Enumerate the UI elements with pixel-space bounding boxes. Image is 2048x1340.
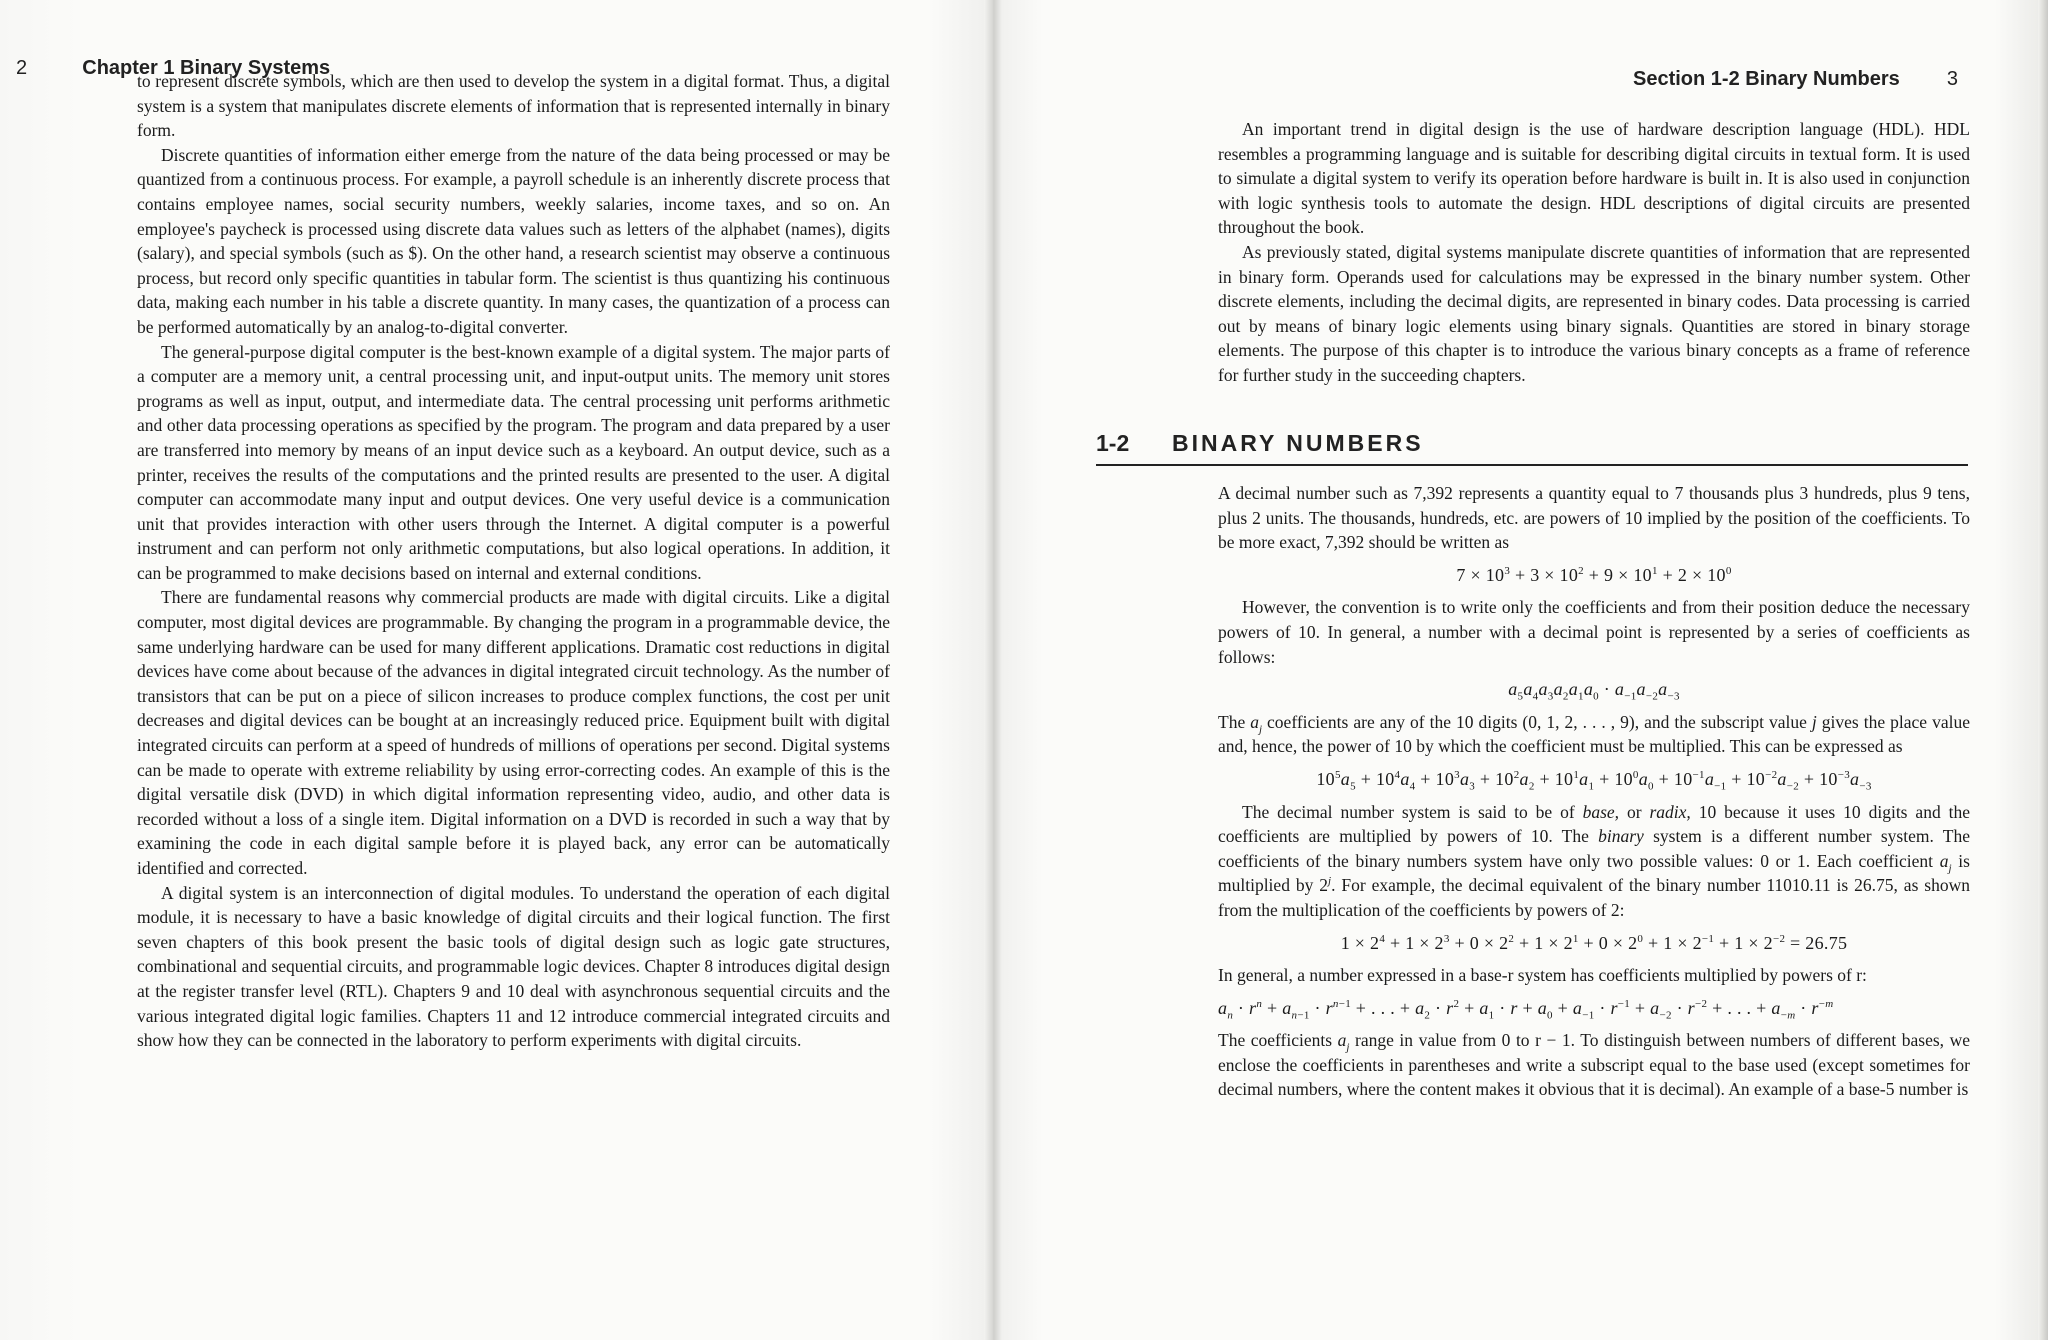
paragraph: A digital system is an interconnection of digital modules. To understand the operation of each digital module, it is necessary to have a basic knowledge of digital circuits and their logical function. The first seven chapters of this book present the basic tools of digital design such as logic gate structures, combinational and sequential circuits, and programmable logic devices. Chapter 8 introduces digital design at the register transfer level (RTL). Chapters 9 and 10 deal with asynchronous sequential circuits and the various integrated digital logic families. Chapters 11 and 12 introduce commercial integrated circuits and show how they can be connected in the laboratory to perform experiments with digital circuits.	[137, 882, 890, 1051]
paragraph: to represent discrete symbols, which are then used to develop the system in a digital format. Thus, a digital system is a system that manipulates discrete elements of information that is represented internally in binary form.	[137, 71, 890, 141]
section-title: BINARY NUMBERS	[1172, 430, 1424, 456]
right-running-head	[1633, 68, 1958, 91]
page-edge	[2038, 0, 2048, 1340]
left-page-number: 2	[16, 57, 28, 79]
section-number: 1-2	[1096, 430, 1130, 456]
paragraph: The general-purpose digital computer is the best-known example of a digital system. The major parts of a computer are a memory unit, a central processing unit, and input-output units. The memory unit stores programs as well as input, output, and intermediate data. The central processing unit performs arithmetic and other data processing operations as specified by the program. The program and data prepared by a user are transferred into memory by means of an input device such as a keyboard. An output device, such as a printer, receives the results of the computations and the printed results are presented to the user. A digital computer can accommodate many input and output devices. One very useful device is a communication unit that provides interaction with other users through the Internet. A digital computer is a powerful instrument and can perform not only arithmetic computations, but also logical operations. In addition, it can be programmed to make decisions based on internal and external conditions.	[137, 341, 890, 583]
equation-coefficients: $a_5a_4a_3a_2a_1a_0 \cdot a_{-1}a_{-2}a_{-3}$	[1508, 679, 1680, 703]
right-page-number: 3	[1946, 68, 1958, 90]
equation-binary-26-75: $1 \times 2^4 + 1 \times 2^3 + 0 \times 2^2 + 1 \times 2^1 + 0 \times 2^0 + 1 \times 2^{-1} + 1 \times 2^{-2} = 26.75$	[1340, 932, 1848, 953]
paragraph: There are fundamental reasons why commercial products are made with digital circuits. Like a digital computer, most digital devices are programmable. By changing the program in a programmable device, the same underlying hardware can be used for many different applications. Dramatic cost reductions in digital devices have come about because of the advances in digital integrated circuit technology. As the number of transistors that can be put on a piece of silicon increases to produce complex functions, the cost per unit decreases and digital devices can be bought at an increasingly reduced price. Equipment built with digital integrated circuits can perform at a speed of hundreds of millions of operations per second. Digital systems can be made to operate with extreme reliability by using error-correcting codes. An example of this is the digital versatile disk (DVD) in which digital information representing video, audio, and other data is recorded without a loss of a single item. Digital information on a DVD is recorded in such a way that by examining the code in each digital sample before it is played back, any error can be automatically identified and corrected.	[137, 587, 890, 878]
paragraph: Discrete quantities of information either emerge from the nature of the data being processed or may be quantized from a continuous process. For example, a payroll schedule is an inherently discrete process that contains employee names, social security numbers, weekly salaries, income taxes, and so on. An employee's paycheck is processed using discrete data values such as letters of the alphabet (names), digits (salary), and special symbols (such as $). On the other hand, a research scientist may observe a continuous process, but record only specific quantities in tabular form. The scientist is thus quantizing his continuous data, making each number in his table a discrete quantity. In many cases, the quantization of a process can be performed automatically by an analog-to-digital converter.	[137, 144, 890, 337]
right-section-text	[1218, 481, 1970, 1102]
paragraph: A decimal number such as 7,392 represents a quantity equal to 7 thousands plus 3 hundreds, plus 9 tens, plus 2 units. The thousands, hundreds, etc. are powers of 10 implied by the position of the coefficients. To be more exact, 7,392 should be written as	[1218, 483, 1970, 553]
equation-7392: $7 \times 10^3 + 3 \times 10^2 + 9 \times 10^1 + 2 \times 10^0$	[1456, 564, 1732, 585]
left-body-text	[137, 69, 890, 1053]
right-intro-text	[1218, 117, 1970, 388]
paragraph: As previously stated, digital systems manipulate discrete quantities of information that are represented in binary form. Operands used for calculations may be expressed in the binary number system. Other discrete elements, including the decimal digits, are represented in binary codes. Data processing is carried out by means of binary logic elements using binary signals. Quantities are stored in binary storage elements. The purpose of this chapter is to introduce the various binary concepts as a frame of reference for further study in the succeeding chapters.	[1218, 241, 1970, 385]
paragraph: The decimal number system is said to be of base, or radix, 10 because it uses 10 digits and the coefficients are multiplied by powers of 10. The binary system is a different number system. The coefficients of the binary numbers system have only two possible values: 0 or 1. Each coefficient $a_j$ is multiplied by 2$^j$. For example, the decimal equivalent of the binary number 11010.11 is 26.75, as shown from the multiplication of the coefficients by powers of 2:	[1218, 801, 1970, 920]
paragraph: The coefficients $a_j$ range in value from 0 to r − 1. To distinguish between numbers of different bases, we enclose the coefficients in parentheses and write a subscript equal to the base used (except sometimes for decimal numbers, where the content makes it obvious that it is decimal). An example of a base-5 number is	[1218, 1030, 1970, 1100]
paragraph: However, the convention is to write only the coefficients and from their position deduce the necessary powers of 10. In general, a number with a decimal point is represented by a series of coefficients as follows:	[1218, 597, 1970, 667]
paragraph: In general, a number expressed in a base-r system has coefficients multiplied by powers of r:	[1218, 965, 1867, 986]
equation-powers-of-ten: $10^5a_5 + 10^4a_4 + 10^3a_3 + 10^2a_2 + 10^1a_1 + 10^0a_0 + 10^{-1}a_{-1} + 10^{-2}a_{-2} + 10^{-3}a_{-3}$	[1316, 768, 1872, 793]
paragraph: An important trend in digital design is the use of hardware description language (HDL). HDL resembles a programming language and is suitable for describing digital circuits in textual form. It is used to simulate a digital system to verify its operation before hardware is built in. It is also used in conjunction with logic synthesis tools to automate the design. HDL descriptions of digital circuits are presented throughout the book.	[1218, 119, 1970, 238]
chapter-title: Chapter 1 Binary Systems	[82, 57, 331, 79]
equation-base-r: $a_n \cdot r^n + a_{n-1} \cdot r^{n-1}$ + . . . + $a_2 \cdot r^2 + a_1 \cdot r + a_0 + a_{-1} \cdot r^{-1} + a_{-2} \cdot r^{-2}$ + . . . + $a_{-m} \cdot r^{-m}$	[1218, 997, 1834, 1022]
book-gutter	[984, 0, 1002, 1340]
paragraph: The $a_j$ coefficients are any of the 10 digits (0, 1, 2, . . . , 9), and the subscript value j gives the place value and, hence, the power of 10 by which the coefficient must be multiplied. This can be expressed as	[1218, 711, 1970, 757]
section-running-title: Section 1-2 Binary Numbers	[1633, 68, 1900, 90]
section-heading	[1096, 428, 1968, 466]
